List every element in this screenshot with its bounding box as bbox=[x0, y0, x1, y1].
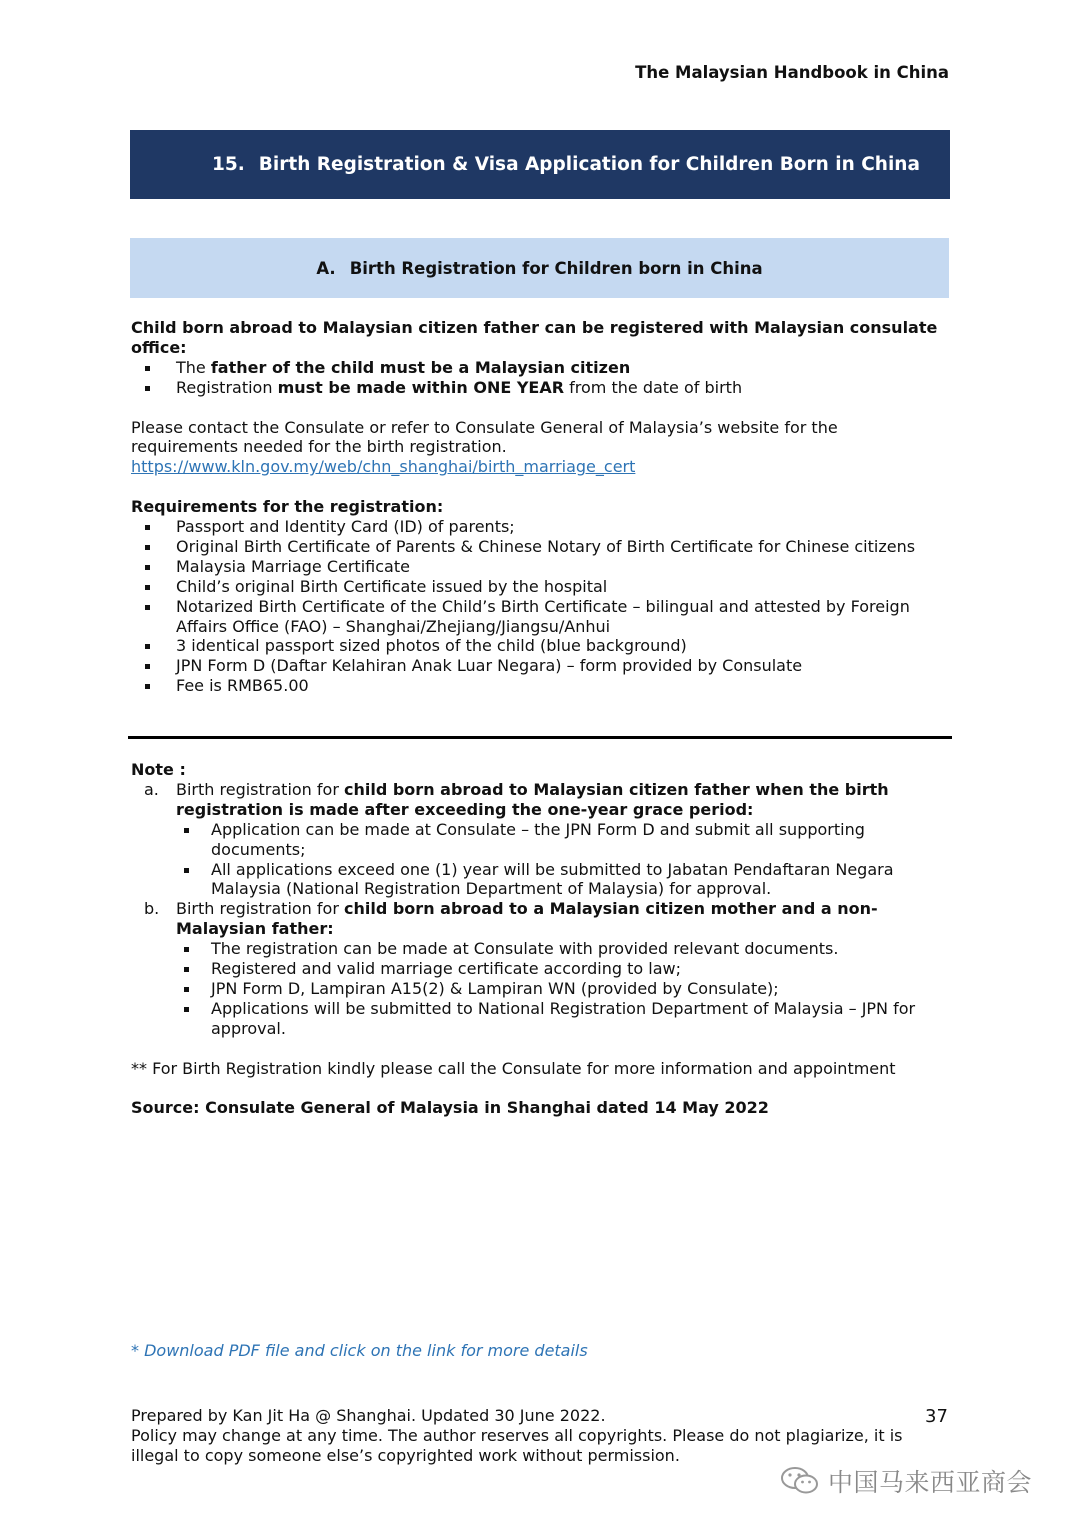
intro-lead: Child born abroad to Malaysian citizen father can be registered with Malaysian consulate office: bbox=[131, 318, 938, 357]
requirements-heading: Requirements for the registration: bbox=[131, 497, 444, 517]
call-note: ** For Birth Registration kindly please call the Consulate for more information and appointment bbox=[131, 1058, 896, 1078]
subsection-letter: A. bbox=[316, 258, 336, 278]
note-b-list bbox=[131, 939, 949, 1039]
note-heading: Note : bbox=[131, 760, 186, 779]
requirements-list bbox=[131, 517, 949, 696]
list-item: Application can be made at Consulate – the JPN Form D and submit all supporting documents; bbox=[131, 820, 949, 860]
list-item: Fee is RMB65.00 bbox=[131, 676, 949, 696]
contact-text: Please contact the Consulate or refer to Consulate General of Malaysia’s website for the requirements needed for the birth registration. bbox=[131, 417, 838, 457]
wechat-icon bbox=[780, 1465, 820, 1497]
download-hint: * Download PDF file and click on the link for more details bbox=[131, 1341, 588, 1360]
watermark bbox=[780, 1463, 1032, 1499]
footer bbox=[131, 1406, 921, 1466]
section-number: 15. bbox=[212, 154, 245, 175]
list-item: Notarized Birth Certificate of the Child’s Birth Certificate – bilingual and attested by Foreign Affairs Office (FAO) – Shanghai/Zhejiang/Jiangsu/Anhui bbox=[131, 597, 949, 637]
watermark-text: 中国马来西亚商会 bbox=[828, 1468, 1033, 1497]
list-item: 3 identical passport sized photos of the child (blue background) bbox=[131, 636, 949, 656]
note-item-b: b. Birth registration for child born abroad to a Malaysian citizen mother and a non-Malaysian father: bbox=[144, 899, 878, 939]
footer-line-1: Prepared by Kan Jit Ha @ Shanghai. Updated 30 June 2022. bbox=[131, 1406, 606, 1425]
list-item: Registration must be made within ONE YEAR from the date of birth bbox=[131, 378, 949, 398]
divider bbox=[128, 736, 952, 739]
list-item: Malaysia Marriage Certificate bbox=[131, 557, 949, 577]
list-item: Registered and valid marriage certificate according to law; bbox=[131, 959, 949, 979]
list-item: Original Birth Certificate of Parents & Chinese Notary of Birth Certificate for Chinese citizens bbox=[131, 537, 949, 557]
source-line: Source: Consulate General of Malaysia in Shanghai dated 14 May 2022 bbox=[131, 1098, 769, 1118]
main-content bbox=[131, 318, 949, 696]
page-number: 37 bbox=[925, 1406, 948, 1427]
subsection-title: Birth Registration for Children born in China bbox=[349, 258, 763, 278]
list-item: Child’s original Birth Certificate issued by the hospital bbox=[131, 577, 949, 597]
consulate-link[interactable]: https://www.kln.gov.my/web/chn_shanghai/birth_marriage_cert bbox=[131, 457, 636, 477]
section-title: Birth Registration & Visa Application for Children Born in China bbox=[258, 154, 920, 175]
list-item: Passport and Identity Card (ID) of parents; bbox=[131, 517, 949, 537]
note-a-list bbox=[131, 820, 949, 900]
subsection-banner bbox=[130, 238, 949, 298]
list-item: The father of the child must be a Malaysian citizen bbox=[131, 358, 949, 378]
list-item: All applications exceed one (1) year will be submitted to Jabatan Pendaftaran Negara Malaysia (National Registration Department of Malaysia) for approval. bbox=[131, 860, 949, 900]
note-item-a: a. Birth registration for child born abroad to Malaysian citizen father when the birth registration is made after exceeding the one-year grace period: bbox=[144, 779, 889, 819]
note-section bbox=[131, 760, 949, 1118]
intro-list bbox=[131, 358, 949, 398]
list-item: JPN Form D, Lampiran A15(2) & Lampiran WN (provided by Consulate); bbox=[131, 979, 949, 999]
header-title: The Malaysian Handbook in China bbox=[635, 63, 949, 82]
section-banner bbox=[130, 130, 950, 199]
list-item: Applications will be submitted to National Registration Department of Malaysia – JPN for approval. bbox=[131, 999, 949, 1039]
list-item: The registration can be made at Consulate with provided relevant documents. bbox=[131, 939, 949, 959]
list-item: JPN Form D (Daftar Kelahiran Anak Luar Negara) – form provided by Consulate bbox=[131, 656, 949, 676]
footer-line-2: Policy may change at any time. The author reserves all copyrights. Please do not plagiarize, it is illegal to copy someone else’s copyrighted work without permission. bbox=[131, 1425, 903, 1465]
